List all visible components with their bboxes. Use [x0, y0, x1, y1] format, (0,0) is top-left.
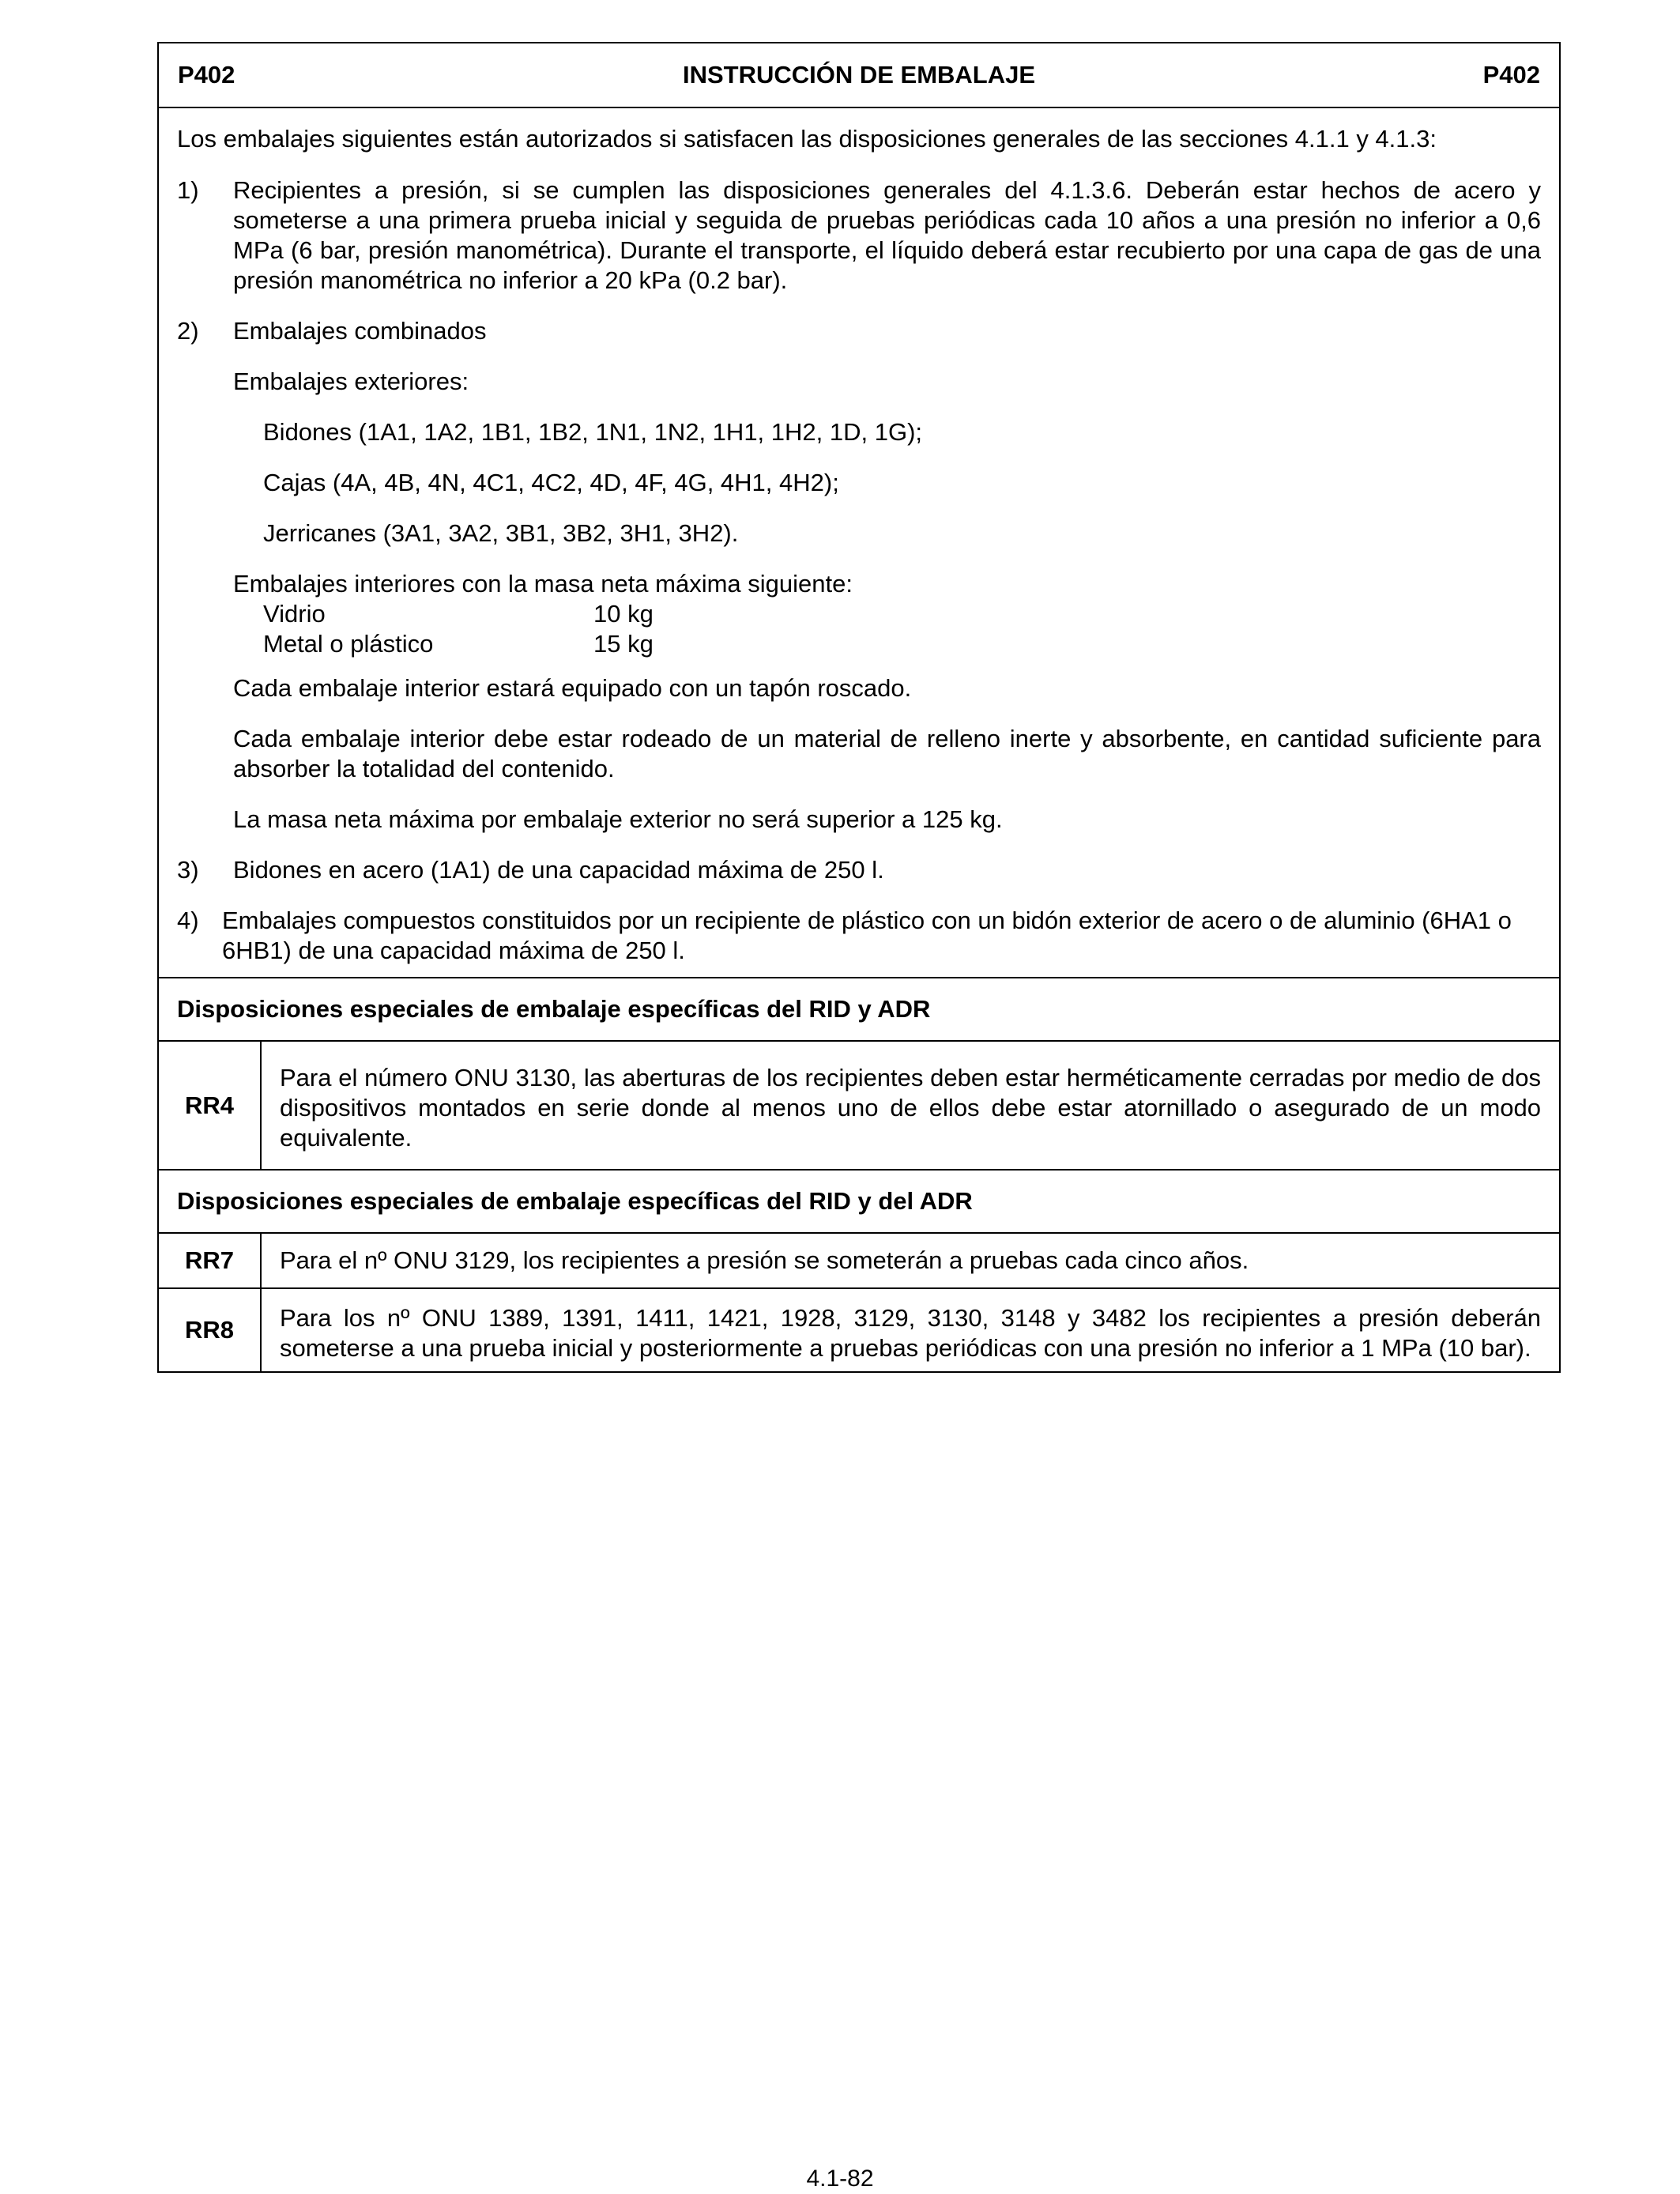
header-code-right: P402: [1482, 61, 1540, 89]
note-max-net-mass: La masa neta máxima por embalaje exterior no será superior a 125 kg.: [233, 805, 1003, 833]
list-item-4: [177, 906, 1541, 966]
provision-code: RR7: [159, 1234, 262, 1287]
table-row: [263, 629, 1541, 659]
material-cell: Vidrio: [263, 600, 326, 628]
list-item-2: [177, 316, 1541, 346]
packing-instruction-table: [157, 42, 1561, 1373]
outer-packaging-boxes: Cajas (4A, 4B, 4N, 4C1, 4C2, 4D, 4F, 4G, 4H1, 4H2);: [263, 469, 839, 496]
item-text: Bidones en acero (1A1) de una capacidad máxima de 250 l.: [233, 856, 884, 884]
page-number: 4.1-82: [806, 2166, 874, 2192]
table-header: [159, 43, 1559, 108]
header-code-left: P402: [178, 61, 235, 89]
provision-code: RR8: [159, 1289, 262, 1371]
outer-packaging-label: Embalajes exteriores:: [233, 368, 469, 395]
list-item-1: [177, 175, 1541, 296]
inner-packaging-label: Embalajes interiores con la masa neta máxima siguiente:: [233, 570, 853, 598]
note-absorbent-material: Cada embalaje interior debe estar rodeado de un material de relleno inerte y absorbente, en cantidad suficiente para absorber la totalidad del contenido.: [233, 725, 1541, 782]
provision-code: RR4: [159, 1042, 262, 1169]
instruction-body: [159, 108, 1559, 977]
provision-text: Para los nº ONU 1389, 1391, 1411, 1421, 1928, 3129, 3130, 3148 y 3482 los recipientes a presión deberán someterse a una prueba inicial y posteriormente a pruebas periódicas con una presión no inferior a 1 MPa (10 bar).: [280, 1304, 1541, 1362]
header-title: INSTRUCCIÓN DE EMBALAJE: [682, 61, 1036, 89]
provision-text: Para el número ONU 3130, las aberturas de los recipientes deben estar herméticamente cerradas por medio de dos dispositivos montados en serie donde al menos uno de ellos debe estar atornillado o asegurado de un modo equivalente.: [280, 1064, 1541, 1152]
provision-row-rr8: [159, 1287, 1559, 1371]
item-text: Recipientes a presión, si se cumplen las disposiciones generales del 4.1.3.6. Deberán estar hechos de acero y someterse a una primera prueba inicial y seguida de pruebas periódicas cada 10 años a una presión no inferior a 0,6 MPa (6 bar, presión manométrica). Durante el transporte, el líquido deberá estar recubierto por una capa de gas de una presión manométrica no inferior a 20 kPa (0.2 bar).: [233, 176, 1541, 294]
item-text: Embalajes combinados: [233, 317, 487, 345]
intro-text: Los embalajes siguientes están autorizados si satisfacen las disposiciones generales de las secciones 4.1.1 y 4.1.3:: [177, 125, 1437, 153]
item-text: Embalajes compuestos constituidos por un recipiente de plástico con un bidón exterior de acero o de aluminio (6HA1 o 6HB1) de una capacidad máxima de 250 l.: [222, 907, 1512, 964]
item-number: 1): [177, 176, 199, 204]
material-cell: Metal o plástico: [263, 630, 434, 658]
provision-row-rr4: [159, 1040, 1559, 1169]
item-number: 4): [177, 907, 199, 934]
provision-row-rr7: [159, 1232, 1559, 1287]
note-screw-cap: Cada embalaje interior estará equipado con un tapón roscado.: [233, 674, 912, 702]
outer-packaging-jerricans: Jerricanes (3A1, 3A2, 3B1, 3B2, 3H1, 3H2).: [263, 519, 739, 547]
item-number: 3): [177, 856, 199, 884]
section-heading-rid-adr: Disposiciones especiales de embalaje específicas del RID y ADR: [159, 977, 1559, 1040]
mass-cell: 10 kg: [593, 600, 654, 628]
inner-packaging-mass-table: [177, 599, 1541, 659]
item-number: 2): [177, 317, 199, 345]
section-heading-rid-del-adr: Disposiciones especiales de embalaje específicas del RID y del ADR: [159, 1169, 1559, 1232]
list-item-3: [177, 855, 1541, 885]
provision-text: Para el nº ONU 3129, los recipientes a presión se someterán a pruebas cada cinco años.: [280, 1246, 1249, 1274]
outer-packaging-drums: Bidones (1A1, 1A2, 1B1, 1B2, 1N1, 1N2, 1H1, 1H2, 1D, 1G);: [263, 418, 923, 446]
mass-cell: 15 kg: [593, 630, 654, 658]
table-row: [263, 599, 1541, 629]
